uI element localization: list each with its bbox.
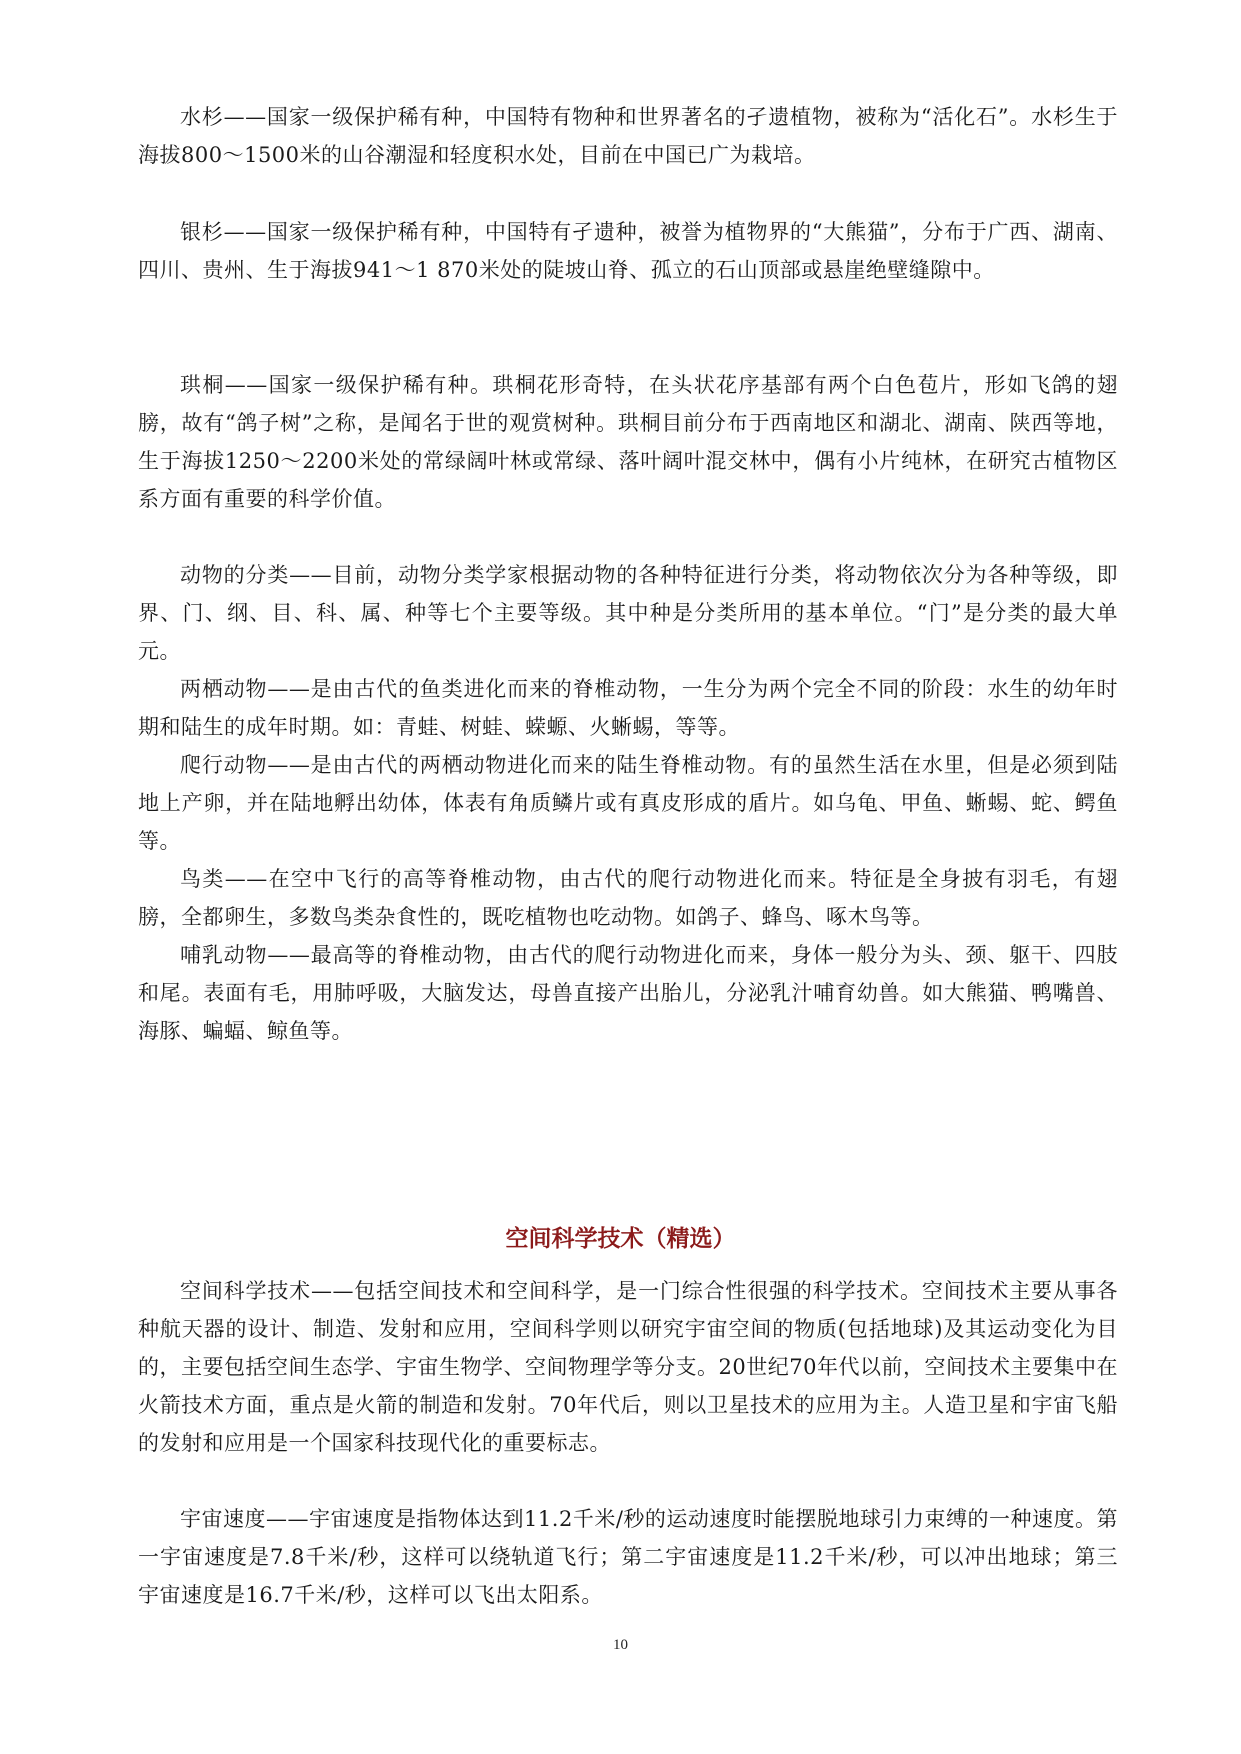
paragraph-amphibians: 两栖动物——是由古代的鱼类进化而来的脊椎动物，一生分为两个完全不同的阶段：水生的幼年时期和陆生的成年时期。如：青蛙、树蛙、蝾螈、火蜥蜴，等等。 (138, 677, 1118, 739)
paragraph-reptiles: 爬行动物——是由古代的两栖动物进化而来的陆生脊椎动物。有的虽然生活在水里，但是必须到陆地上产卵，并在陆地孵出幼体，体表有角质鳞片或有真皮形成的盾片。如乌龟、甲鱼、蜥蜴、蛇、鳄鱼等。 (138, 753, 1118, 853)
paragraph-shuishan: 水杉——国家一级保护稀有种，中国特有物种和世界著名的孑遗植物，被称为“活化石”。水杉生于海拔800～1500米的山谷潮湿和轻度积水处，目前在中国已广为栽培。 (138, 105, 1118, 167)
section-heading: 空间科学技术（精选） (505, 1226, 736, 1252)
paragraph-mammals: 哺乳动物——最高等的脊椎动物，由古代的爬行动物进化而来，身体一般分为头、颈、躯干、四肢和尾。表面有毛，用肺呼吸，大脑发达，母兽直接产出胎儿，分泌乳汁哺育幼兽。如大熊猫、鸭嘴兽、海豚、蝙蝠、鲸鱼等。 (138, 943, 1118, 1043)
paragraph-space-science: 空间科学技术——包括空间技术和空间科学，是一门综合性很强的科学技术。空间技术主要从事各种航天器的设计、制造、发射和应用，空间科学则以研究宇宙空间的物质(包括地球)及其运动变化为目的，主要包括空间生态学、宇宙生物学、空间物理学等分支。20世纪70年代以前，空间技术主要集中在火箭技术方面，重点是火箭的制造和发射。70年代后，则以卫星技术的应用为主。人造卫星和宇宙飞船的发射和应用是一个国家科技现代化的重要标志。 (138, 1279, 1118, 1455)
paragraph-yinshan: 银杉——国家一级保护稀有种，中国特有孑遗种，被誉为植物界的“大熊猫”，分布于广西、湖南、四川、贵州、生于海拔941～1 870米处的陡坡山脊、孤立的石山顶部或悬崖绝壁缝隙中。 (138, 220, 1118, 282)
paragraph-gongtong: 珙桐——国家一级保护稀有种。珙桐花形奇特，在头状花序基部有两个白色苞片，形如飞鸽的翅膀，故有“鸽子树”之称，是闻名于世的观赏树种。珙桐目前分布于西南地区和湖北、湖南、陕西等地，生于海拔1250～2200米处的常绿阔叶林或常绿、落叶阔叶混交林中，偶有小片纯林，在研究古植物区系方面有重要的科学价值。 (138, 373, 1118, 511)
paragraph-birds: 鸟类——在空中飞行的高等脊椎动物，由古代的爬行动物进化而来。特征是全身披有羽毛，有翅膀，全都卵生，多数鸟类杂食性的，既吃植物也吃动物。如鸽子、蜂鸟、啄木鸟等。 (138, 867, 1118, 929)
paragraph-cosmic-velocity: 宇宙速度——宇宙速度是指物体达到11.2千米/秒的运动速度时能摆脱地球引力束缚的一种速度。第一宇宙速度是7.8千米/秒，这样可以绕轨道飞行；第二宇宙速度是11.2千米/秒，可以冲出地球；第三宇宙速度是16.7千米/秒，这样可以飞出太阳系。 (138, 1507, 1118, 1607)
paragraph-animal-classification: 动物的分类——目前，动物分类学家根据动物的各种特征进行分类，将动物依次分为各种等级，即界、门、纲、目、科、属、种等七个主要等级。其中种是分类所用的基本单位。“门”是分类的最大单元。 (138, 563, 1118, 663)
page-number: 10 (613, 1637, 628, 1653)
